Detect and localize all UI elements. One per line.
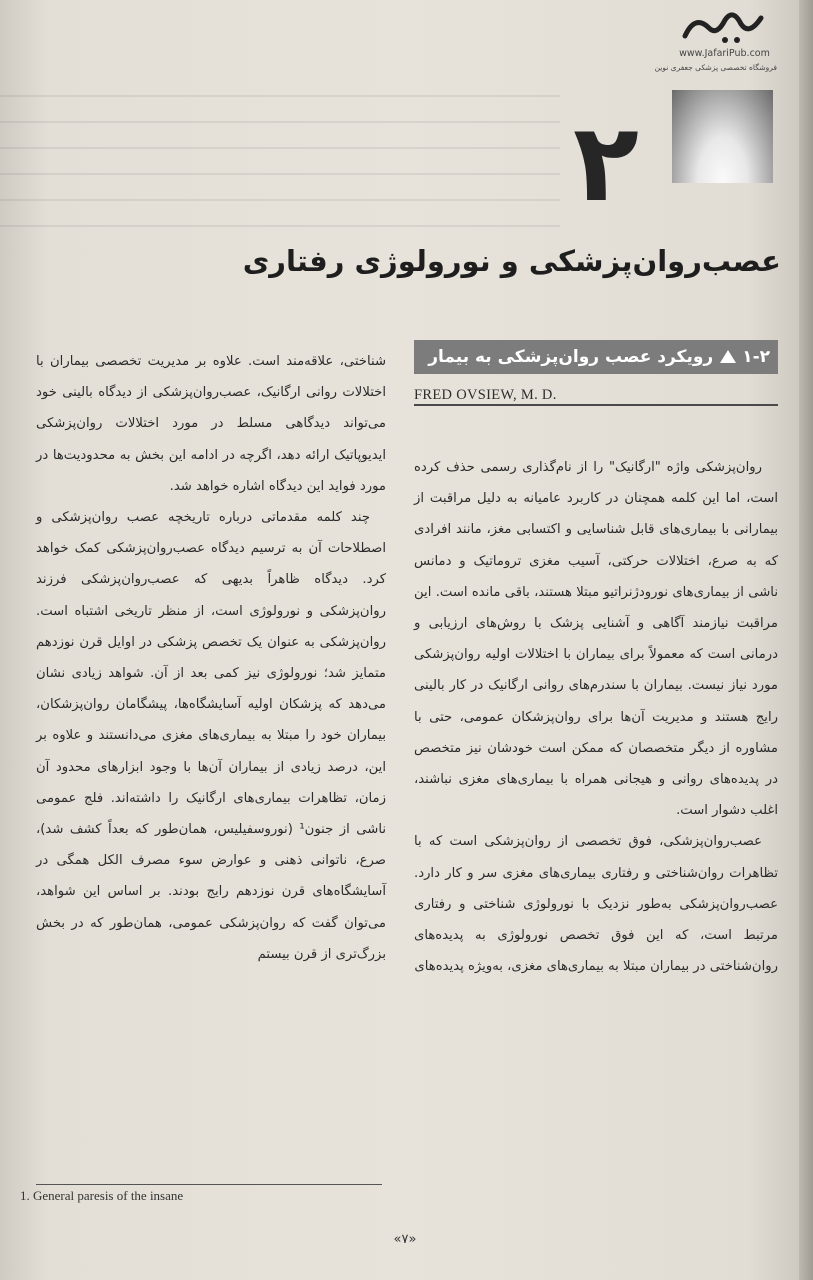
page-number: «۷» [393, 1232, 417, 1247]
bleed-through-texture [0, 95, 560, 245]
paragraph: روان‌پزشکی واژه "ارگانیک" را از نام‌گذاری رسمی حذف کرده است، اما این کلمه همچنان در کاربرد عامیانه به دلیل مراقبت از بیمارانی با بیماری‌های قابل شناسایی و اکتسابی مغز، مانند افرادی که به صرع، اختلالات حرکتی، آسیب مغزی تروماتیک و دمانس ناشی از بیماری‌های نورودژنراتیو مبتلا هستند، باقی مانده است. این مراقبت نیازمند آگاهی و آشنایی پزشک با روش‌های ارزیابی و درمانی است که معمولاً برای بیماران با اختلالات اولیه روان‌پزشکی مورد نیاز نیست. بیماران با سندرم‌های روانی ارگانیک در کار بالینی رایج هستند و مدیریت آن‌ها برای روان‌پزشکان عمومی، حتی با مشاوره از دیگر متخصصان که ممکن است خودشان نیز متخصص در پدیده‌های روانی و هیجانی همراه با بیماری‌های مغزی نباشند، اغلب دشوار است. [414, 460, 778, 819]
chapter-number: ۲ [573, 101, 639, 226]
footnote-divider [36, 1184, 382, 1185]
paragraph: عصب‌روان‌پزشکی، فوق تخصصی از روان‌پزشکی است که با تظاهرات روان‌شناختی و رفتاری بیماری‌های مغزی سر و کار دارد. عصب‌روان‌پزشکی به‌طور نزدیک با نورولوژی شناختی و رفتاری مرتبط است، که این فوق تخصص نورولوژی به پدیده‌های روان‌شناختی در بیماران مبتلا به بیماری‌های مغزی، به‌ویژه پدیده‌های [414, 834, 778, 975]
publisher-logo-icon [675, 6, 775, 46]
author-divider [414, 404, 778, 406]
right-text-column [414, 452, 778, 982]
left-text-column [36, 346, 386, 970]
triangle-icon [720, 350, 736, 363]
section-author: FRED OVSIEW, M. D. [414, 387, 557, 403]
publisher-url: www.JafariPub.com [679, 48, 770, 59]
section-number: ۱-۲ [742, 347, 770, 367]
publisher-watermark [654, 6, 777, 88]
section-title: رویکرد عصب روان‌پزشکی به بیمار [428, 347, 714, 367]
publisher-subtitle: فروشگاه تخصصی پزشکی جعفری نوین [654, 63, 777, 72]
chapter-decoration-box [672, 90, 773, 183]
footnote: 1. General paresis of the insane [20, 1188, 184, 1203]
paragraph: چند کلمه مقدماتی درباره تاریخچه عصب روان‌پزشکی و اصطلاحات آن به ترسیم دیدگاه عصب‌روان‌پزشکی کمک خواهد کرد. دیدگاه ظاهراً بدیهی که عصب‌روان‌پزشکی فرزند روان‌پزشکی و نورولوژی است، از منظر تاریخی اشتباه است. روان‌پزشکی به عنوان یک تخصص پزشکی در اوایل قرن نوزدهم متمایز شد؛ نورولوژی نیز کمی بعد از آن. شواهد زیادی نشان می‌دهد که پزشکان اولیه آسایشگاه‌ها، پیشگامان روان‌پزشکان، بیماران خود را مبتلا به بیماری‌های مغزی می‌دانستند و علاوه بر این، درصد زیادی از بیماران آن‌ها با وجود ابزارهای محدود آن زمان، تظاهرات بیماری‌های ارگانیک را داشته‌اند. فلج عمومی ناشی از جنون¹ (نوروسفیلیس، همان‌طور که بعداً کشف شد)، صرع، ناتوانی ذهنی و عوارض سوء مصرف الکل همگی در آسایشگاه‌های قرن نوزدهم رایج بودند. بر اساس این شواهد، می‌توان گفت که روان‌پزشکی عمومی، همان‌طور که در بخش بزرگ‌تری از قرن بیستم [36, 510, 387, 962]
book-spine-shadow [799, 0, 813, 1280]
chapter-title: عصب‌روان‌پزشکی و نورولوژی رفتاری [242, 244, 781, 278]
section-heading [414, 340, 778, 374]
paragraph: شناختی، علاقه‌مند است. علاوه بر مدیریت تخصصی بیماران با اختلالات روانی ارگانیک، عصب‌روان‌پزشکی از دیدگاه بالینی خود می‌تواند دیدگاهی مسلط در مورد اختلالات روان‌پزشکی ایدیوپاتیک ارائه دهد، اگرچه در ادامه این بخش به محدودیت‌ها در مورد فواید این دیدگاه اشاره خواهد شد. [36, 354, 386, 494]
